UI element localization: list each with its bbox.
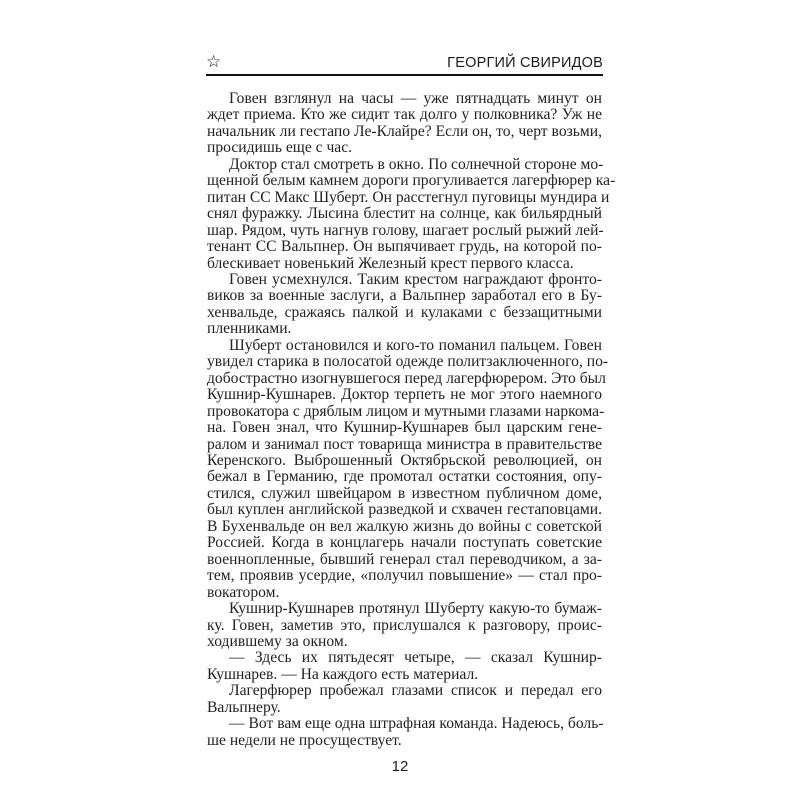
text-line: провокатора с дряблым лицом и мутными глазами наркома-	[207, 402, 605, 420]
paragraph	[207, 155, 616, 272]
paragraph	[207, 601, 602, 650]
text-line: щенной белым камнем дороги прогуливается лагерфюрер ка-	[207, 172, 616, 190]
text-line: снял фуражку. Лысина блестит на солнце, как бильярдный	[207, 205, 602, 223]
text-line: В Бухенвальде он вел жалкую жизнь до войны с советской	[207, 517, 602, 535]
text-line: — Здесь их пятьдесят четыре, — сказал Кушнир-	[229, 649, 602, 667]
text-line: стился, служил швейцаром в известном публичном доме,	[207, 484, 602, 502]
page-number: 12	[391, 758, 409, 775]
author-name: ГЕОРГИЙ СВИРИДОВ	[447, 55, 603, 71]
text-line: увидел старика в полосатой одежде политзаключенного, по-	[207, 353, 609, 371]
text-line: вокатором.	[207, 583, 280, 601]
text-line: тенант СС Вальпнер. Он выпячивает грудь, на которой по-	[207, 238, 602, 256]
text-line: был куплен английской разведкой и схвачен гестаповцами.	[207, 501, 602, 519]
text-line: начальник ли гестапо Ле-Клайре? Если он, то, черт возьми,	[207, 122, 602, 140]
text-line: шар. Рядом, чуть нагнув голову, шагает рослый рыжий лей-	[207, 221, 604, 239]
text-line: ше недели не просуществует.	[207, 731, 402, 749]
text-line: Кушнарев. — На каждого есть материал.	[207, 665, 479, 683]
paragraph	[207, 650, 602, 683]
text-line: Лагерфюрер пробежал глазами список и передал его	[229, 682, 602, 700]
text-line: Вальпнеру.	[207, 698, 281, 716]
paragraph	[207, 272, 602, 338]
text-line: Кушнир-Кушнарев. Доктор терпеть не мог этого наемного	[207, 386, 602, 404]
paragraph	[207, 91, 602, 157]
text-line: Говен усмехнулся. Таким крестом награждают фронто-	[229, 270, 602, 288]
text-line: военнопленные, бывший генерал стал переводчиком, а за-	[207, 550, 602, 568]
text-line: Шуберт остановился и кого-то поманил пальцем. Говен	[229, 336, 602, 354]
text-line: ждет приема. Кто же сидит так долго у полковника? Уж не	[207, 106, 602, 124]
text-line: Россией. Когда в концлагерь начали поступать советские	[207, 534, 602, 552]
text-line: виков за военные заслуги, а Вальпнер заработал его в Бу-	[207, 287, 602, 305]
text-line: питан СС Макс Шуберт. Он расстегнул пуговицы мундира и	[207, 188, 610, 206]
text-line: блескивает новенький Железный крест первого класса.	[207, 254, 574, 272]
text-line: на. Говен знал, что Кушнир-Кушнарев был царским гене-	[207, 419, 602, 437]
text-line: ходившему за окном.	[207, 632, 348, 650]
text-line: хенвальде, сражаясь палкой и кулаками с беззащитными	[207, 303, 602, 321]
paragraph	[207, 336, 609, 601]
paragraph	[207, 683, 602, 716]
text-line: бежал в Германию, где промотал остатки состояния, опу-	[207, 468, 602, 486]
text-line: тем, проявив усердие, «получил повышение» — стал про-	[207, 567, 602, 585]
star-icon: ☆	[206, 52, 222, 72]
text-line: Говен взглянул на часы — уже пятнадцать минут он	[229, 90, 602, 107]
paragraph	[207, 716, 602, 749]
text-line: ку. Говен, заметив это, прислушался к разговору, проис-	[207, 616, 602, 634]
text-line: Керенского. Выброшенный Октябрьской революцией, он	[207, 451, 602, 469]
text-line: ралом и занимал пост товарища министра в правительстве	[207, 435, 602, 453]
text-line: просидишь еще с час.	[207, 139, 353, 157]
text-line: пленниками.	[207, 320, 292, 338]
text-line: — Вот вам еще одна штрафная команда. Надеюсь, боль-	[229, 715, 604, 733]
page-body	[207, 90, 616, 749]
text-line: добострастно изогнувшегося перед лагерфюрером. Это был	[207, 369, 606, 387]
text-line: Кушнир-Кушнарев протянул Шуберту какую-то бумаж-	[229, 600, 602, 618]
text-line: Доктор стал смотреть в окно. По солнечной стороне мо-	[229, 155, 604, 173]
running-header	[206, 52, 603, 76]
